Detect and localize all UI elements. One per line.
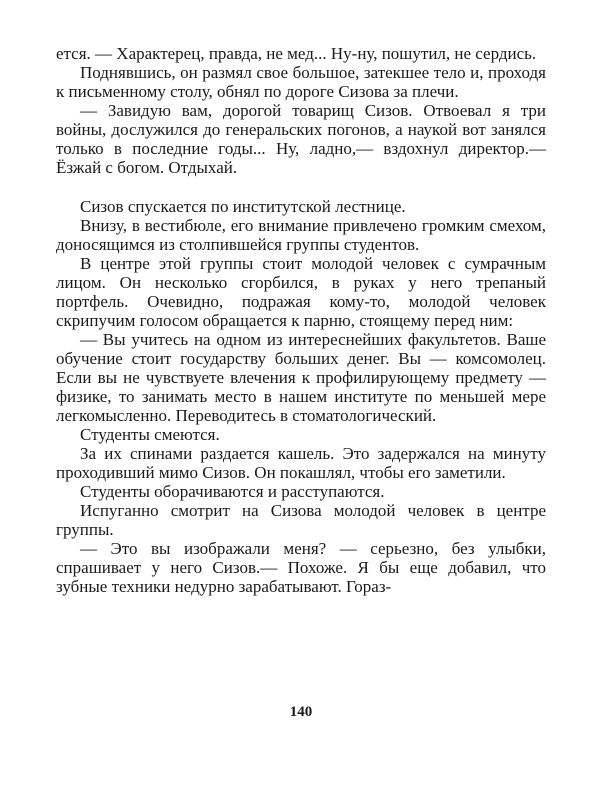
paragraph-8: Студенты смеются. bbox=[80, 425, 220, 444]
page-number: 140 bbox=[289, 704, 313, 720]
paragraph-9: За их спинами раздается кашель. Это задержался на минуту проходивший мимо Сизов. Он покашлял, чтобы его заметили. bbox=[56, 444, 546, 482]
paragraph-2: Поднявшись, он размял свое большое, затекшее тело и, проходя к письменному столу, обнял по дороге Сизова за плечи. bbox=[56, 63, 546, 101]
page-text bbox=[56, 44, 546, 596]
paragraph-7: — Вы учитесь на одном из интереснейших факультетов. Ваше обучение стоит государству больших денег. Вы — комсомолец. Если вы не чувствуете влечения к профилирующему предмету — физике, то занимать место в нашем институте по меньшей мере легкомысленно. Переводитесь в стоматологический. bbox=[56, 330, 546, 425]
paragraph-6: В центре этой группы стоит молодой человек с сумрачным лицом. Он несколько сгорбился, в руках у него трепаный портфель. Очевидно, подражая кому-то, молодой человек скрипучим голосом обращается к парню, стоящему перед ним: bbox=[56, 254, 546, 330]
paragraph-3: — Завидую вам, дорогой товарищ Сизов. Отвоевал я три войны, дослужился до генеральских погонов, а наукой вот занялся только в последние годы... Ну, ладно,— вздохнул директор.— Ёзжай с богом. Отдыхай. bbox=[56, 101, 546, 177]
paragraph-10: Студенты оборачиваются и расступаются. bbox=[80, 482, 385, 501]
paragraph-12: — Это вы изображали меня? — серьезно, без улыбки, спрашивает у него Сизов.— Похоже. Я бы еще добавил, что зубные техники недурно зарабатывают. Гораз- bbox=[56, 539, 546, 596]
paragraph-5: Внизу, в вестибюле, его внимание привлечено громким смехом, доносящимся из столпившейся группы студентов. bbox=[56, 216, 546, 254]
section-break bbox=[56, 177, 546, 197]
paragraph-1: ется. — Характерец, правда, не мед... Ну-ну, пошутил, не сердись. bbox=[56, 44, 537, 63]
paragraph-11: Испуганно смотрит на Сизова молодой человек в центре группы. bbox=[56, 501, 546, 539]
paragraph-4: Сизов спускается по институтской лестнице. bbox=[80, 197, 406, 216]
